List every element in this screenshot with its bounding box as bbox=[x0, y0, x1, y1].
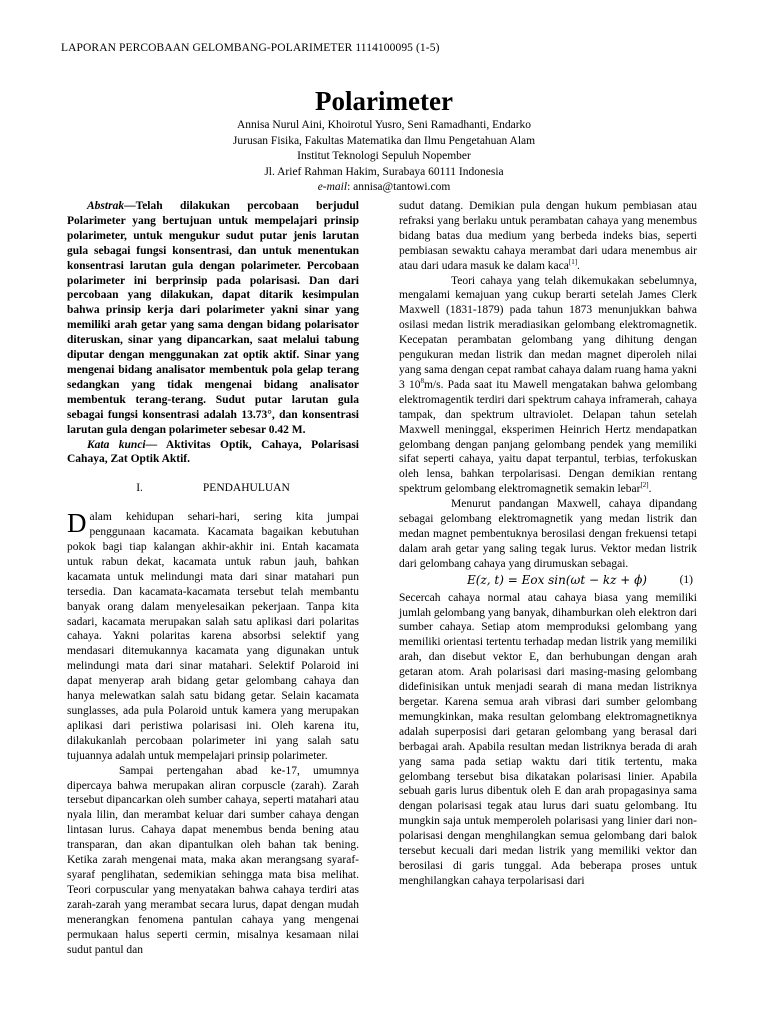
keywords bbox=[67, 438, 359, 468]
intro-paragraph-1-text: alam kehidupan sehari-hari, sering kita jumpai penggunaan kacamata. Kacamata bagaikan kebutuhan pokok bagi tiap kalangan akhir-akhir ini. Entah kacamata untuk rabun dekat, kacamata untuk rabun jauh, bahkan kacamata untuk melindungi mata dari sinar matahari pun tersedia. Dan kacamata-kacamata tersebut telah membantu banyak orang dalam menyelesaikan pekerjaan. Tanpa kita sadari, kacamata merupakan salah satu aplikasi dari polaritas cahaya. Yakni polaritas karena absorbsi selektif yang mendasari ditemukannya kacamata yang digunakan untuk melindungi mata dari sinar matahari. Selektif Polaroid ini dapat menyerap arah bidang getar gelombang cahaya dan hanya melewatkan salah satu bidang getar. Selain kacamata sunglasses, ada pula Polaroid untuk kamera yang merupakan aplikasi dari peristiwa polarisasi ini. Oleh karena itu, dilakukanlah percobaan polarimeter ini yang salah satu tujuannya adalah untuk mempelajari prinsip polarimeter. bbox=[67, 511, 359, 762]
keywords-text: — Aktivitas Optik, Cahaya, Polarisasi Cahaya, Zat Optik Aktif. bbox=[67, 438, 359, 466]
left-column bbox=[67, 199, 359, 957]
author-email bbox=[0, 180, 768, 196]
right-column bbox=[399, 199, 697, 889]
exponent: 8 bbox=[420, 377, 424, 386]
equation-number: (1) bbox=[679, 573, 693, 586]
right-paragraph-2-text-a: Teori cahaya yang telah dikemukakan sebelumnya, mengalami kemajuan yang cukup berarti setelah James Clerk Maxwell (1831-1879) pada tahun 1873 menunjukkan bahwa osilasi medan listrik meradiasikan gelombang elektromagnetik. Kecepatan perambatan gelombang yang dihitung dengan pengukuran medan listrik dan medan magnet diperoleh nilai yang sama dengan cepat rambat cahaya dalam ruang hama yakni 3 10 bbox=[399, 274, 697, 391]
author-names: Annisa Nurul Aini, Khoirotul Yusro, Seni Ramadhanti, Endarko bbox=[236, 119, 532, 131]
right-paragraph-1-end: . bbox=[577, 259, 580, 272]
right-paragraph-1-text: sudut datang. Demikian pula dengan hukum pembiasan atau refraksi yang berlaku untuk perambatan cahaya yang menembus bidang batas dua medium yang berbeda indeks bias, seperti pembiasan sewaktu cahaya merambat dari udara menembus air atau dari udara masuk ke dalam kaca bbox=[399, 200, 697, 272]
right-paragraph-2-end: . bbox=[648, 483, 652, 496]
drop-cap: D bbox=[67, 508, 87, 539]
abstract-label: Abstrak bbox=[87, 200, 125, 212]
paper-title: Polarimeter bbox=[315, 86, 453, 116]
section-title: PENDAHULUAN bbox=[202, 482, 290, 495]
abstract bbox=[67, 199, 359, 438]
equation-1 bbox=[399, 573, 697, 590]
section-heading bbox=[67, 481, 359, 496]
email-value: : annisa@tantowi.com bbox=[347, 181, 451, 193]
author-department: Jurusan Fisika, Fakultas Matematika dan Ilmu Pengetahuan Alam bbox=[232, 134, 536, 147]
email-label: e-mail bbox=[317, 181, 348, 193]
author-address: Jl. Arief Rahman Hakim, Surabaya 60111 Indonesia bbox=[264, 165, 504, 178]
citation-1: [1] bbox=[568, 257, 578, 266]
equation-expression: E(z, t) = Eox sin(ωt − kz + ϕ) bbox=[467, 572, 647, 587]
section-number: I. bbox=[136, 482, 143, 495]
right-paragraph-4: Secercah cahaya normal atau cahaya biasa yang memiliki jumlah gelombang yang banyak, dihamburkan oleh elektron dari sumber cahaya. Setiap atom memproduksi gelombang yang memiliki orientasi tertentu terhadap medan listrik yang memiliki arah, dan disebut vektor E, dan berhubungan dengan arah getaran atom. Arah polarisasi dari masing-masing gelombang didefinisikan untuk menjadi searah di mana medan listriknya bergetar. Karena semua arah vibrasi dari sumber gelombang memungkinkan, maka resultan gelombang elektromagnetiknya adalah superposisi dari getaran gelombang yang berasal dari berbagai arah. Apabila resultan medan listriknya berada di arah yang sama pada setiap waktu dari titik tertentu, maka gelombang tersebut bisa dikatakan polarisasi linier. Apabila sebuah garis lurus dibentuk oleh E dan arah propagasinya sama dengan polarisasi tegak atau lurus dari suatu gelombang. Itu mungkin saja untuk memperoleh polarisasi yang linier dari non-polarisasi dengan menghilangkan semua gelombang dari balok tersebut kecuali dari medan listrik yang memiliki vektor dan berosilasi di garis tunggal. Ada beberapa proses untuk menghilangkan cahaya terpolarisasi dari bbox=[399, 591, 697, 887]
right-paragraph-3: Menurut pandangan Maxwell, cahaya dipandang sebagai gelombang elektromagnetik yang medan listrik dan medan magnet pembentuknya berosilasi dengan frekuensi tetapi dalam arah getar yang saling tegak lurus. Vektor medan listrik dari gelombang cahaya yang dirumuskan sebagai. bbox=[399, 498, 697, 570]
right-paragraph-1 bbox=[399, 199, 697, 274]
running-header: LAPORAN PERCOBAAN GELOMBANG-POLARIMETER 1114100095 (1-5) bbox=[61, 42, 440, 54]
right-paragraph-2 bbox=[399, 274, 697, 498]
keywords-label: Kata kunci bbox=[87, 438, 146, 451]
intro-paragraph-2: Sampai pertengahan abad ke-17, umumnya dipercaya bahwa merupakan aliran corpuscle (zarah). Zarah tersebut dipancarkan oleh sumber cahaya, seperti matahari atau nyala lilin, dan merambat keluar dari sumber cahaya dengan lintasan lurus. Cahaya dapat menembus benda bening atau transparan, dan akan dipantulkan oleh bahan tak bening. Ketika zarah mengenai mata, maka akan merangsang syaraf-syaraf penglihatan, sedemikian sehingga mata bisa melihat. Teori corpuscular yang menyatakan bahwa cahaya terdiri atas zarah-zarah yang merambat secara lurus, dapat dengan mudah menerangkan fenomena pantulan cahaya yang mengenai permukaan halus seperti cermin, misalnya kesamaan nilai sudut pantul dan bbox=[67, 764, 359, 956]
right-paragraph-2-text-b: m/s. Pada saat itu Mawell mengatakan bahwa gelombang elektromagentik terdiri dari spektrum cahaya inframerah, cahaya tampak, dan spektrum ultraviolet. Delapan tahun setelah Maxwell meninggal, eksperimen Heinrich Hertz mendapatkan gelombang dengan panjang gelombang pendek yang memiliki sifat seperti cahaya, yaitu dapat terpantul, terbias, terfokuskan oleh lensa, bahkan terpolarisasi. Dengan demikian rentang spektrum gelombang elektromagnetik semakin lebar bbox=[399, 378, 697, 496]
abstract-text: —Telah dilakukan percobaan berjudul Polarimeter yang bertujuan untuk mempelajari prinsip polarimeter, untuk mengukur sudut putar jenis larutan gula sebagai fungsi konsentrasi, dan untuk menentukan konsentrasi larutan gula dengan polarimeter. Percobaan polarimeter ini berprinsip pada polarisasi. Dan dari percobaan yang dilakukan, dapat ditarik kesimpulan bahwa prinsip kerja dari polarimeter yakni sinar yang memiliki arah getar yang sama dengan bidang polarisator diteruskan, sinar yang dipancarkan, saat melalui tabung diputar dengan menggunakan zat optik aktif. Sinar yang mengenai bidang analisator membentuk pola gelap terang sedangkan yang tidak mengenai bidang analisator membentuk terang-terang. Sudut putar larutan gula sebagai fungsi konsentrasi adalah 13.73°, dan konsentrasi larutan gula dengan polarimeter sebesar 0.42 M. bbox=[67, 200, 359, 436]
intro-paragraph-1 bbox=[67, 510, 359, 763]
citation-2: [2] bbox=[640, 481, 649, 490]
author-institute: Institut Teknologi Sepuluh Nopember bbox=[297, 150, 471, 162]
author-block bbox=[0, 118, 768, 196]
